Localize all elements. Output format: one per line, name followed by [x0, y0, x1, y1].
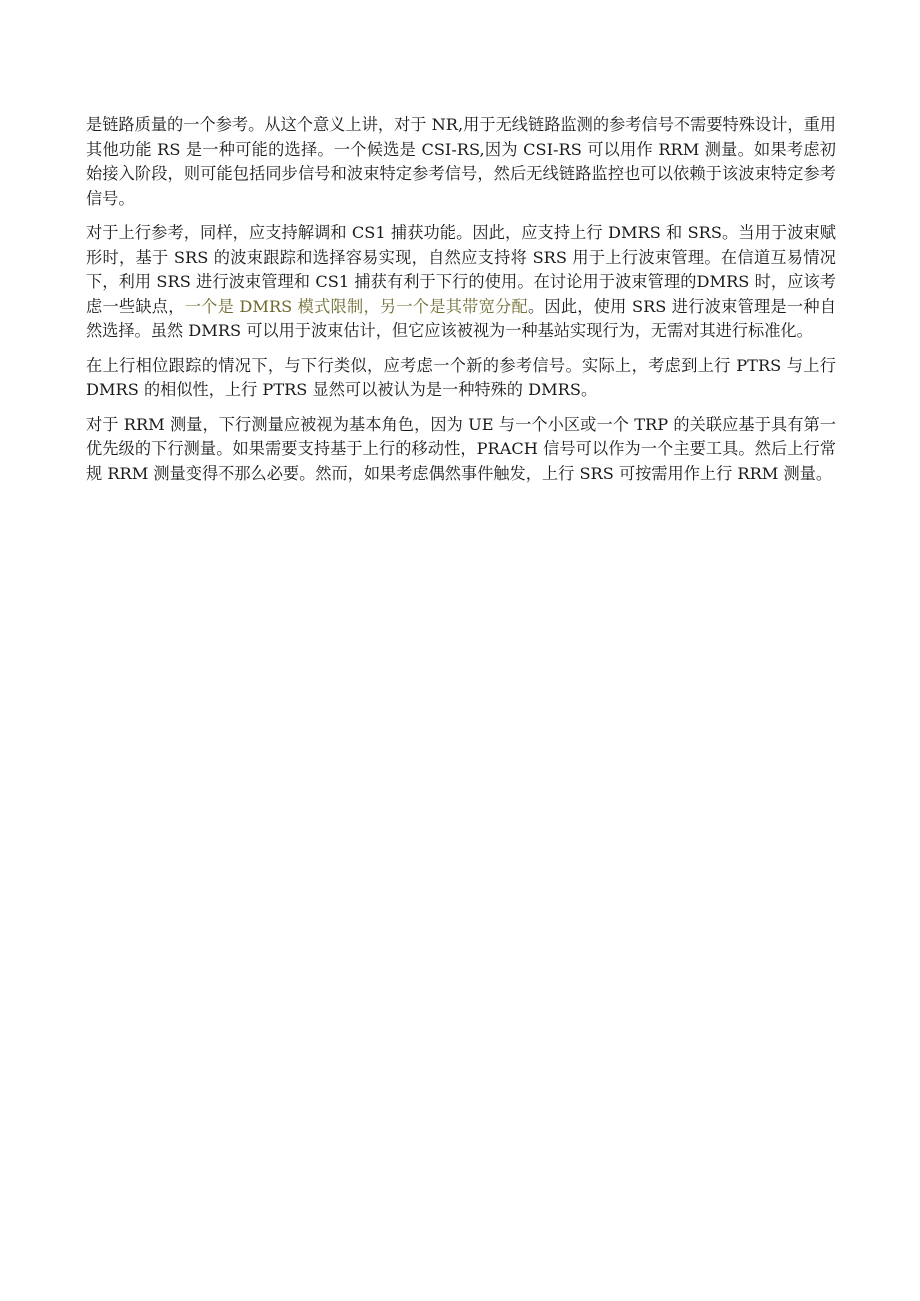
paragraph-phase-tracking — [86, 354, 836, 403]
paragraph-text: 是链路质量的一个参考。从这个意义上讲，对于 NR,用于无线链路监测的参考信号不需要特殊设计，重用其他功能 RS 是一种可能的选择。一个候选是 CSI-RS,因为 CSI-RS 可以用作 RRM 测量。如果考虑初始接入阶段，则可能包括同步信号和波束特定参考信号，然后无线链路监控也可以依赖于该波束特定参考信号。 — [86, 115, 836, 208]
paragraph-text: 对于上行参考，同样，应支持解调和 CS1 捕获功能。因此，应支持上行 DMRS 和 SRS。当用于波束赋形时，基于 SRS 的波束跟踪和选择容易实现，自然应支持将 SRS 用于上行波束管理。在信道互易情况下，利用 SRS 进行波束管理和 CS1 捕获有利于下行的使用。在讨论用于波束管理的DMRS 时，应该考虑一些缺点， — [86, 223, 836, 316]
paragraph-text: 。因此，使用 SRS 进行波束管理是一种自然选择。虽然 DMRS 可以用于波束估计，但它应该被视为一种基站实现行为，无需对其进行标准化。 — [86, 296, 837, 340]
paragraph-rrm-measurement — [86, 413, 836, 487]
highlighted-text: 一个是 DMRS 模式限制，另一个是其带宽分配 — [184, 296, 528, 316]
paragraph-uplink-reference — [86, 221, 836, 344]
paragraph-text: 在上行相位跟踪的情况下，与下行类似，应考虑一个新的参考信号。实际上，考虑到上行 PTRS 与上行 DMRS 的相似性，上行 PTRS 显然可以被认为是一种特殊的 DMRS。 — [86, 355, 836, 399]
paragraph-link-quality — [86, 113, 836, 211]
paragraph-text: 对于 RRM 测量，下行测量应被视为基本角色，因为 UE 与一个小区或一个 TRP 的关联应基于具有第一优先级的下行测量。如果需要支持基于上行的移动性，PRACH 信号可以作为一个主要工具。然后上行常规 RRM 测量变得不那么必要。然而，如果考虑偶然事件触发，上行 SRS 可按需用作上行 RRM 测量。 — [86, 414, 836, 483]
document-body — [86, 113, 836, 496]
